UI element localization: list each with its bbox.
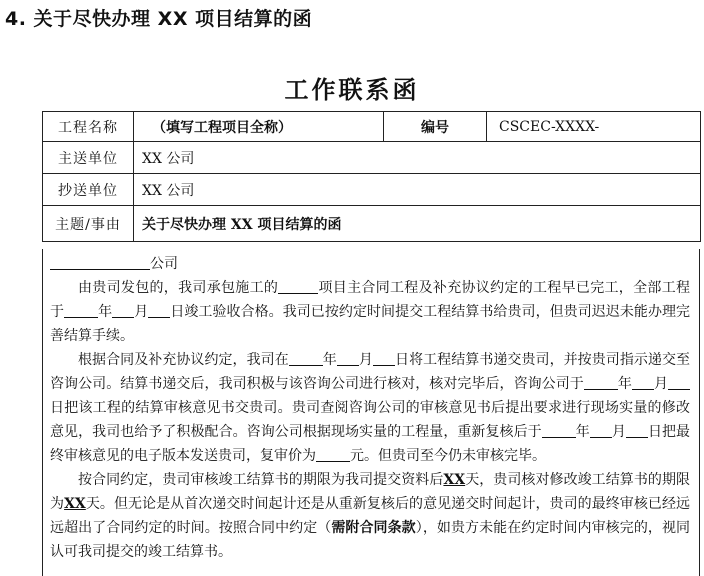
days-value: XX bbox=[64, 496, 86, 512]
blank-review-price bbox=[316, 446, 350, 462]
to-value: XX 公司 bbox=[134, 142, 701, 174]
blank-recipient bbox=[50, 254, 150, 270]
number-value: CSCEC-XXXX- bbox=[487, 112, 701, 142]
paragraph-1: 由贵司发包的，我司承包施工的 项目主合同工程及补充协议约定的工程早已完工，全部工程于 年 月 日竣工验收合格。我司已按约定时间提交工程结算书给贵司，但贵司迟迟未能办理完善结算手续。 bbox=[50, 280, 691, 344]
subject-value: 关于尽快办理 XX 项目结算的函 bbox=[134, 206, 701, 242]
blank-year bbox=[542, 422, 576, 438]
salutation: 公司 bbox=[50, 252, 690, 276]
blank-month bbox=[112, 302, 134, 318]
blank-project-name bbox=[278, 278, 318, 294]
paragraph-2: 根据合同及补充协议约定，我司在 年 月 日将工程结算书递交贵司，并按贵司指示递交至咨询公司。结算书递交后，我司积极与该咨询公司进行核对，核对完毕后，咨询公司于 年 月日把该工程的结算审核意见书交贵司。贵司查阅咨询公司的审核意见书后提出要求进行现场实量的修改意见，我司也给予了积极配合。咨询公司根据现场实量的工程量，重新复核后于 年 月 日把最终审核意见的电子版本发送贵司，复审价为 元。但贵司至今仍未审核完毕。 bbox=[50, 352, 691, 464]
blank-month bbox=[632, 374, 654, 390]
blank-year bbox=[584, 374, 618, 390]
days-value: XX bbox=[443, 472, 466, 488]
blank-year bbox=[289, 350, 323, 366]
blank-day bbox=[626, 422, 648, 438]
row-cc bbox=[43, 174, 701, 206]
subject-label: 主题/事由 bbox=[43, 206, 134, 242]
cc-value: XX 公司 bbox=[134, 174, 701, 206]
blank-month bbox=[337, 350, 359, 366]
section-heading: 4. 关于尽快办理 XX 项目结算的函 bbox=[5, 8, 313, 30]
letter-body bbox=[42, 249, 700, 576]
blank-day bbox=[148, 302, 170, 318]
number-label: 编号 bbox=[384, 112, 487, 142]
project-value: （填写工程项目全称） bbox=[134, 112, 384, 142]
doc-title: 工作联系函 bbox=[284, 75, 420, 104]
paragraph-3: 按合同约定，贵司审核竣工结算书的期限为我司提交资料后XX天，贵司核对修改竣工结算书的期限为XX天。但无论是从首次递交时间起计还是从重新复核后的意见递交时间起计，贵司的最终审核已经远远超出了合同约定的时间。按照合同中约定（需附合同条款），如贵方未能在约定时间内审核完的，视同认可我司提交的竣工结算书。 bbox=[50, 472, 691, 560]
row-subject bbox=[43, 206, 701, 242]
cc-label: 抄送单位 bbox=[43, 174, 134, 206]
row-to bbox=[43, 142, 701, 174]
to-label: 主送单位 bbox=[43, 142, 134, 174]
blank-month bbox=[590, 422, 612, 438]
project-label: 工程名称 bbox=[43, 112, 134, 142]
blank-day bbox=[373, 350, 395, 366]
blank-day bbox=[668, 374, 690, 390]
header-form-table bbox=[42, 111, 701, 242]
contract-clause-note: 需附合同条款 bbox=[331, 520, 416, 536]
row-project bbox=[43, 112, 701, 142]
blank-year bbox=[64, 302, 98, 318]
